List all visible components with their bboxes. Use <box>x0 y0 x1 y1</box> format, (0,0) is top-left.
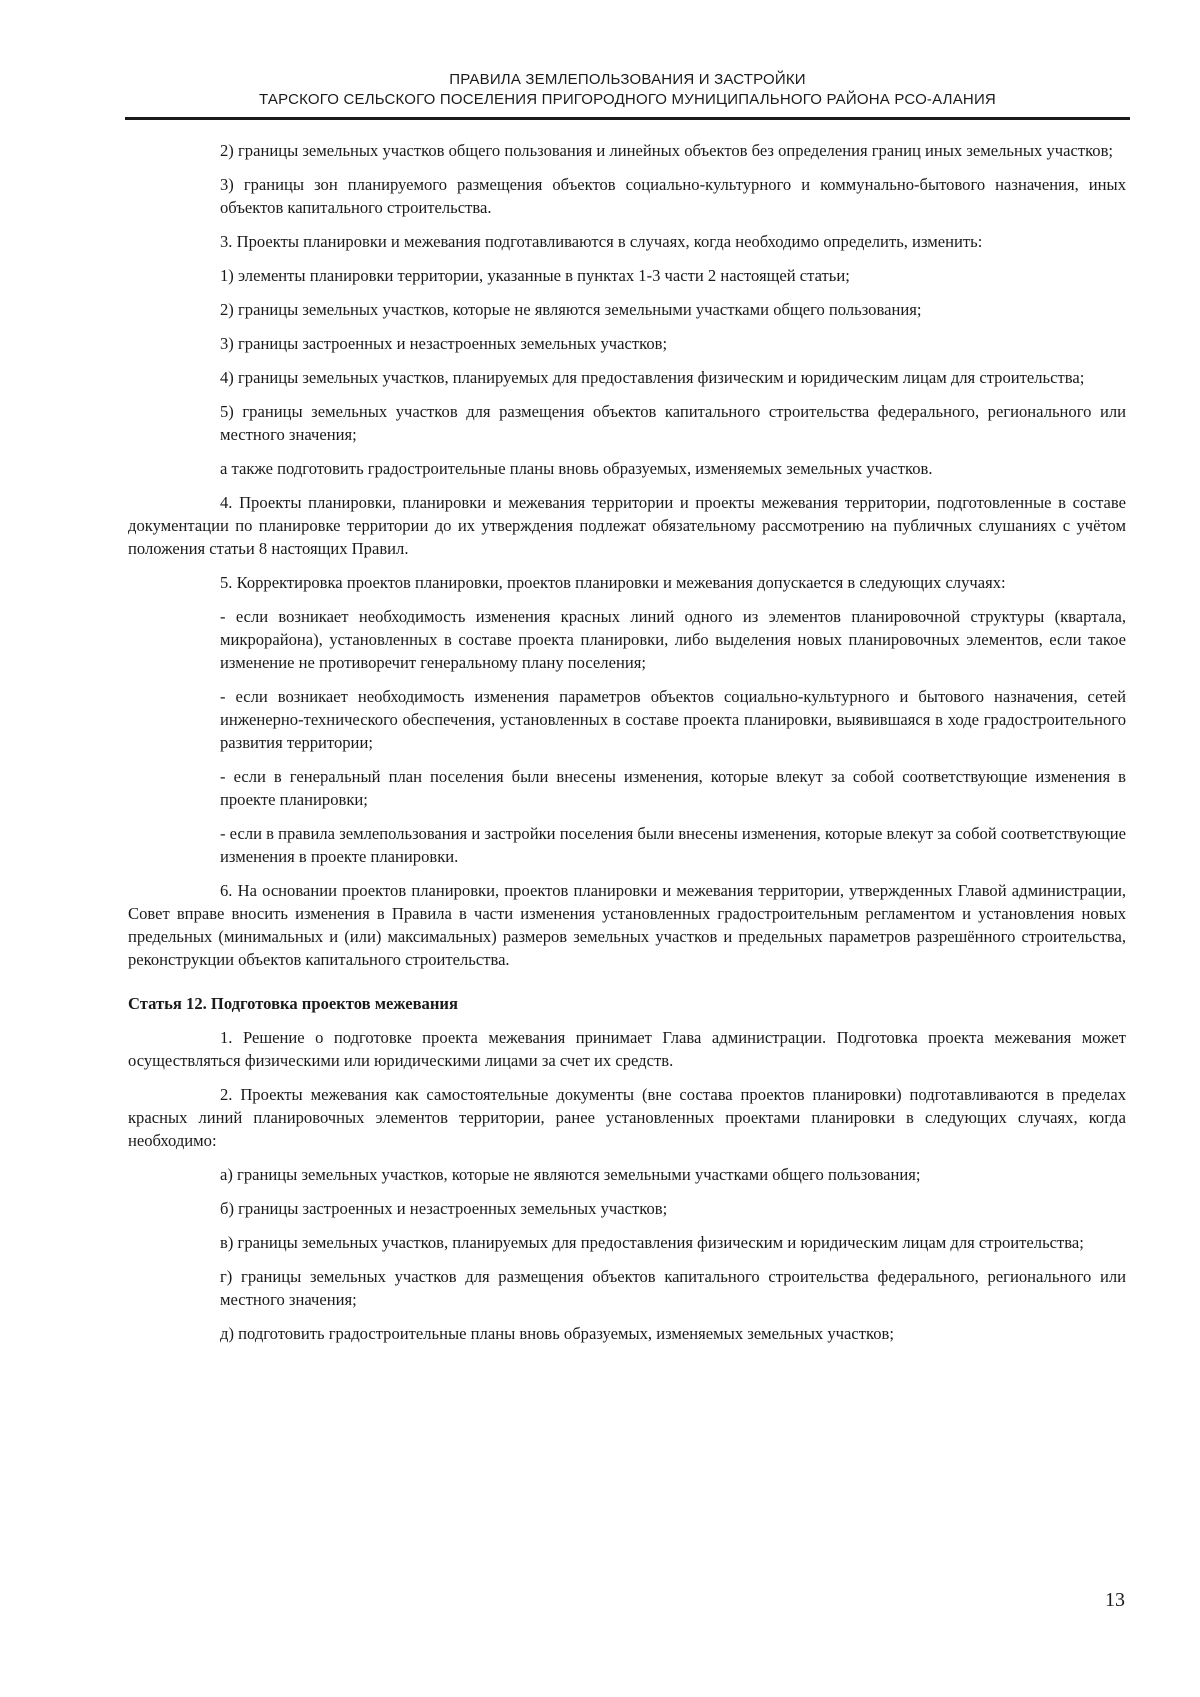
list-item: 3) границы зон планируемого размещения объектов социально-культурного и коммунально-бытового назначения, иных объектов капитального строительства. <box>220 175 1126 217</box>
article-heading: Статья 12. Подготовка проектов межевания <box>128 994 458 1013</box>
list-item: 3) границы застроенных и незастроенных земельных участков; <box>220 334 668 353</box>
paragraph: 6. На основании проектов планировки, проектов планировки и межевания территории, утвержденных Главой администрации, Совет вправе вносить изменения в Правила в части изменения установленных градостроительным регламентом и установления новых предельных (минимальных и (или) максимальных) размеров земельных участков и предельных параметров разрешённого строительства, реконструкции объектов капитального строительства. <box>128 881 1126 969</box>
list-item: в) границы земельных участков, планируемых для предоставления физическим и юридическим лицам для строительства; <box>220 1233 1084 1252</box>
paragraph: 1. Решение о подготовке проекта межевания принимает Глава администрации. Подготовка проекта межевания может осуществляться физическими или юридическими лицами за счет их средств. <box>128 1028 1126 1070</box>
list-item: д) подготовить градостроительные планы вновь образуемых, изменяемых земельных участков; <box>220 1324 894 1343</box>
paragraph: 2. Проекты межевания как самостоятельные документы (вне состава проектов планировки) подготавливаются в пределах красных линий планировочных элементов территории, ранее установленных проектами планировки в следующих случаях, когда необходимо: <box>128 1085 1126 1150</box>
list-item: б) границы застроенных и незастроенных земельных участков; <box>220 1199 668 1218</box>
list-item: 5) границы земельных участков для размещения объектов капитального строительства федерального, регионального или местного значения; <box>220 402 1126 444</box>
list-item: - если в правила землепользования и застройки поселения были внесены изменения, которые влекут за собой соответствующие изменения в проекте планировки. <box>220 824 1126 866</box>
header-line-1: ПРАВИЛА ЗЕМЛЕПОЛЬЗОВАНИЯ И ЗАСТРОЙКИ <box>449 71 806 88</box>
page-number: 13 <box>1105 1589 1125 1611</box>
paragraph: 5. Корректировка проектов планировки, проектов планировки и межевания допускается в следующих случаях: <box>220 573 1006 592</box>
document-body <box>128 139 1126 1356</box>
list-item: - если в генеральный план поселения были внесены изменения, которые влекут за собой соответствующие изменения в проекте планировки; <box>220 767 1126 809</box>
list-item: а также подготовить градостроительные планы вновь образуемых, изменяемых земельных участков. <box>220 459 933 478</box>
paragraph: 3. Проекты планировки и межевания подготавливаются в случаях, когда необходимо определить, изменить: <box>220 232 983 251</box>
list-item: 2) границы земельных участков, которые не являются земельными участками общего пользования; <box>220 300 922 319</box>
list-item: 2) границы земельных участков общего пользования и линейных объектов без определения границ иных земельных участков; <box>220 141 1114 160</box>
header-divider <box>125 117 1130 120</box>
running-header <box>125 70 1130 110</box>
list-item: - если возникает необходимость изменения красных линий одного из элементов планировочной структуры (квартала, микрорайона), установленных в составе проекта планировки, либо выделения новых планировочных элементов, если такое изменение не противоречит генеральному плану поселения; <box>220 607 1126 672</box>
list-item: 4) границы земельных участков, планируемых для предоставления физическим и юридическим лицам для строительства; <box>220 368 1085 387</box>
list-item: г) границы земельных участков для размещения объектов капитального строительства федерального, регионального или местного значения; <box>220 1267 1126 1309</box>
list-item: а) границы земельных участков, которые не являются земельными участками общего пользования; <box>220 1165 921 1184</box>
list-item: 1) элементы планировки территории, указанные в пунктах 1-3 части 2 настоящей статьи; <box>220 266 850 285</box>
header-line-2: ТАРСКОГО СЕЛЬСКОГО ПОСЕЛЕНИЯ ПРИГОРОДНОГО МУНИЦИПАЛЬНОГО РАЙОНА РСО-АЛАНИЯ <box>259 91 996 108</box>
paragraph: 4. Проекты планировки, планировки и межевания территории и проекты межевания территории, подготовленные в составе документации по планировке территории до их утверждения подлежат обязательному рассмотрению на публичных слушаниях с учётом положения статьи 8 настоящих Правил. <box>128 493 1126 558</box>
list-item: - если возникает необходимость изменения параметров объектов социально-культурного и бытового назначения, сетей инженерно-технического обеспечения, установленных в составе проекта планировки, выявившаяся в ходе градостроительного развития территории; <box>220 687 1126 752</box>
